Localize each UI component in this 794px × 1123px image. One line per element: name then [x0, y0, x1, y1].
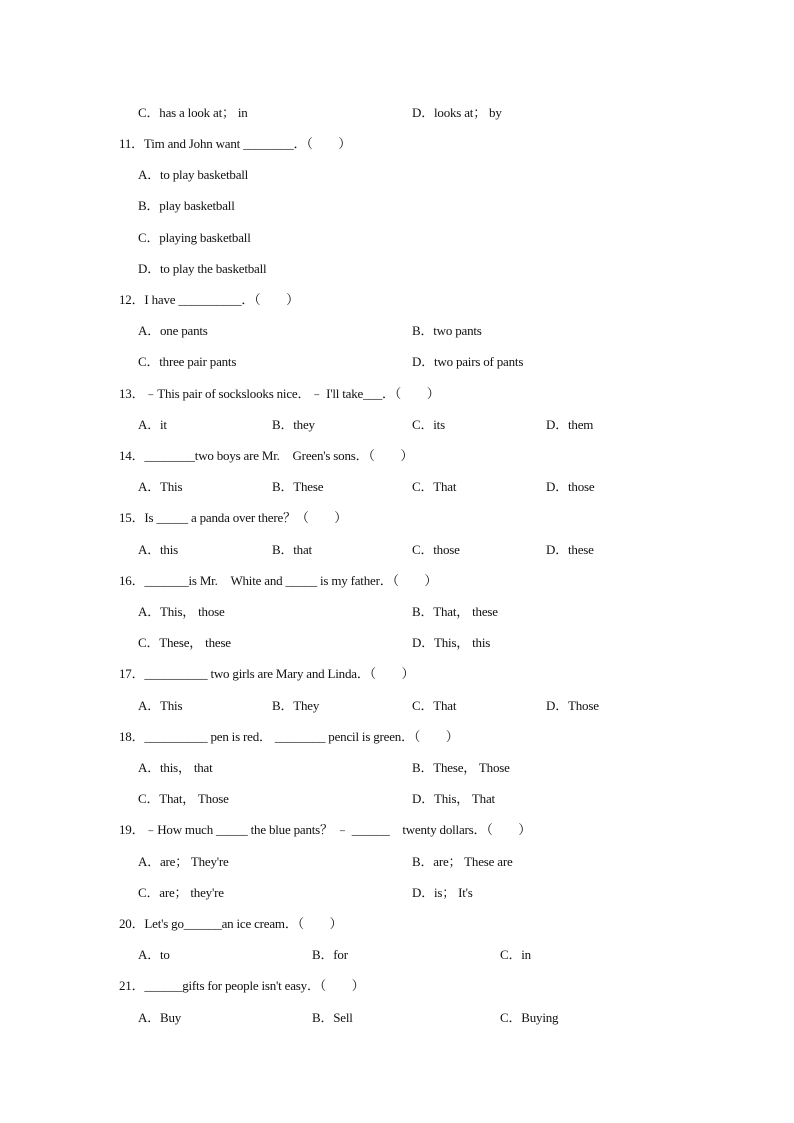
- option-16-b: B．That， these: [412, 604, 498, 619]
- option-11-c: C．playing basketball: [138, 230, 251, 245]
- option-18-d: D．This， That: [412, 791, 495, 806]
- option-12-d: D．two pairs of pants: [412, 354, 524, 369]
- option-16-d: D．This， this: [412, 635, 491, 650]
- option-18-c: C．That， Those: [138, 791, 229, 806]
- option-21-c: C．Buying: [500, 1010, 559, 1025]
- option-13-b: B．they: [272, 417, 315, 432]
- option-14-a: A．This: [138, 479, 183, 494]
- option-13-c: C．its: [412, 417, 445, 432]
- option-14-d: D．those: [546, 479, 595, 494]
- option-11-a: A．to play basketball: [138, 167, 249, 182]
- question-20: 20．Let's go______an ice cream．（ ）: [119, 916, 343, 931]
- option-21-a: A．Buy: [138, 1010, 182, 1025]
- option-20-b: B．for: [312, 947, 348, 962]
- option-13-d: D．them: [546, 417, 594, 432]
- option-19-c: C．are； they're: [138, 885, 224, 900]
- question-15: 15．Is _____ a panda over there？（ ）: [119, 510, 348, 525]
- option-18-b: B．These， Those: [412, 760, 510, 775]
- option-16-a: A．This， those: [138, 604, 225, 619]
- option-10-c: C．has a look at； in: [138, 105, 248, 120]
- option-12-c: C．three pair pants: [138, 354, 237, 369]
- question-17: 17．__________ two girls are Mary and Linda．（ ）: [119, 666, 415, 681]
- option-15-c: C．those: [412, 542, 460, 557]
- question-18: 18．__________ pen is red． ________ pencil is green．（ ）: [119, 729, 459, 744]
- question-14: 14．________two boys are Mr. Green's sons．（ ）: [119, 448, 414, 463]
- option-20-c: C．in: [500, 947, 531, 962]
- question-11: 11．Tim and John want ________．（ ）: [119, 136, 352, 151]
- question-13: 13．﹣This pair of sockslooks nice．﹣ I'll take___．（ ）: [119, 386, 440, 401]
- question-12: 12．I have __________．（ ）: [119, 292, 299, 307]
- option-21-b: B．Sell: [312, 1010, 353, 1025]
- option-15-a: A．this: [138, 542, 178, 557]
- option-15-b: B．that: [272, 542, 312, 557]
- question-16: 16．_______is Mr. White and _____ is my father．（ ）: [119, 573, 438, 588]
- option-18-a: A．this， that: [138, 760, 213, 775]
- option-13-a: A．it: [138, 417, 167, 432]
- option-17-a: A．This: [138, 698, 183, 713]
- option-12-b: B．two pants: [412, 323, 482, 338]
- option-19-a: A．are； They're: [138, 854, 229, 869]
- option-11-b: B．play basketball: [138, 198, 235, 213]
- option-17-c: C．That: [412, 698, 457, 713]
- option-16-c: C．These， these: [138, 635, 231, 650]
- option-11-d: D．to play the basketball: [138, 261, 267, 276]
- option-19-b: B．are； These are: [412, 854, 513, 869]
- option-10-d: D．looks at； by: [412, 105, 502, 120]
- option-20-a: A．to: [138, 947, 170, 962]
- option-14-c: C．That: [412, 479, 457, 494]
- option-17-b: B．They: [272, 698, 320, 713]
- question-19: 19．﹣How much _____ the blue pants？ ﹣ ______ twenty dollars．（ ）: [119, 822, 532, 837]
- option-14-b: B．These: [272, 479, 324, 494]
- option-12-a: A．one pants: [138, 323, 208, 338]
- option-15-d: D．these: [546, 542, 594, 557]
- question-21: 21．______gifts for people isn't easy．（ ）: [119, 978, 365, 993]
- option-17-d: D．Those: [546, 698, 599, 713]
- option-19-d: D．is； It's: [412, 885, 473, 900]
